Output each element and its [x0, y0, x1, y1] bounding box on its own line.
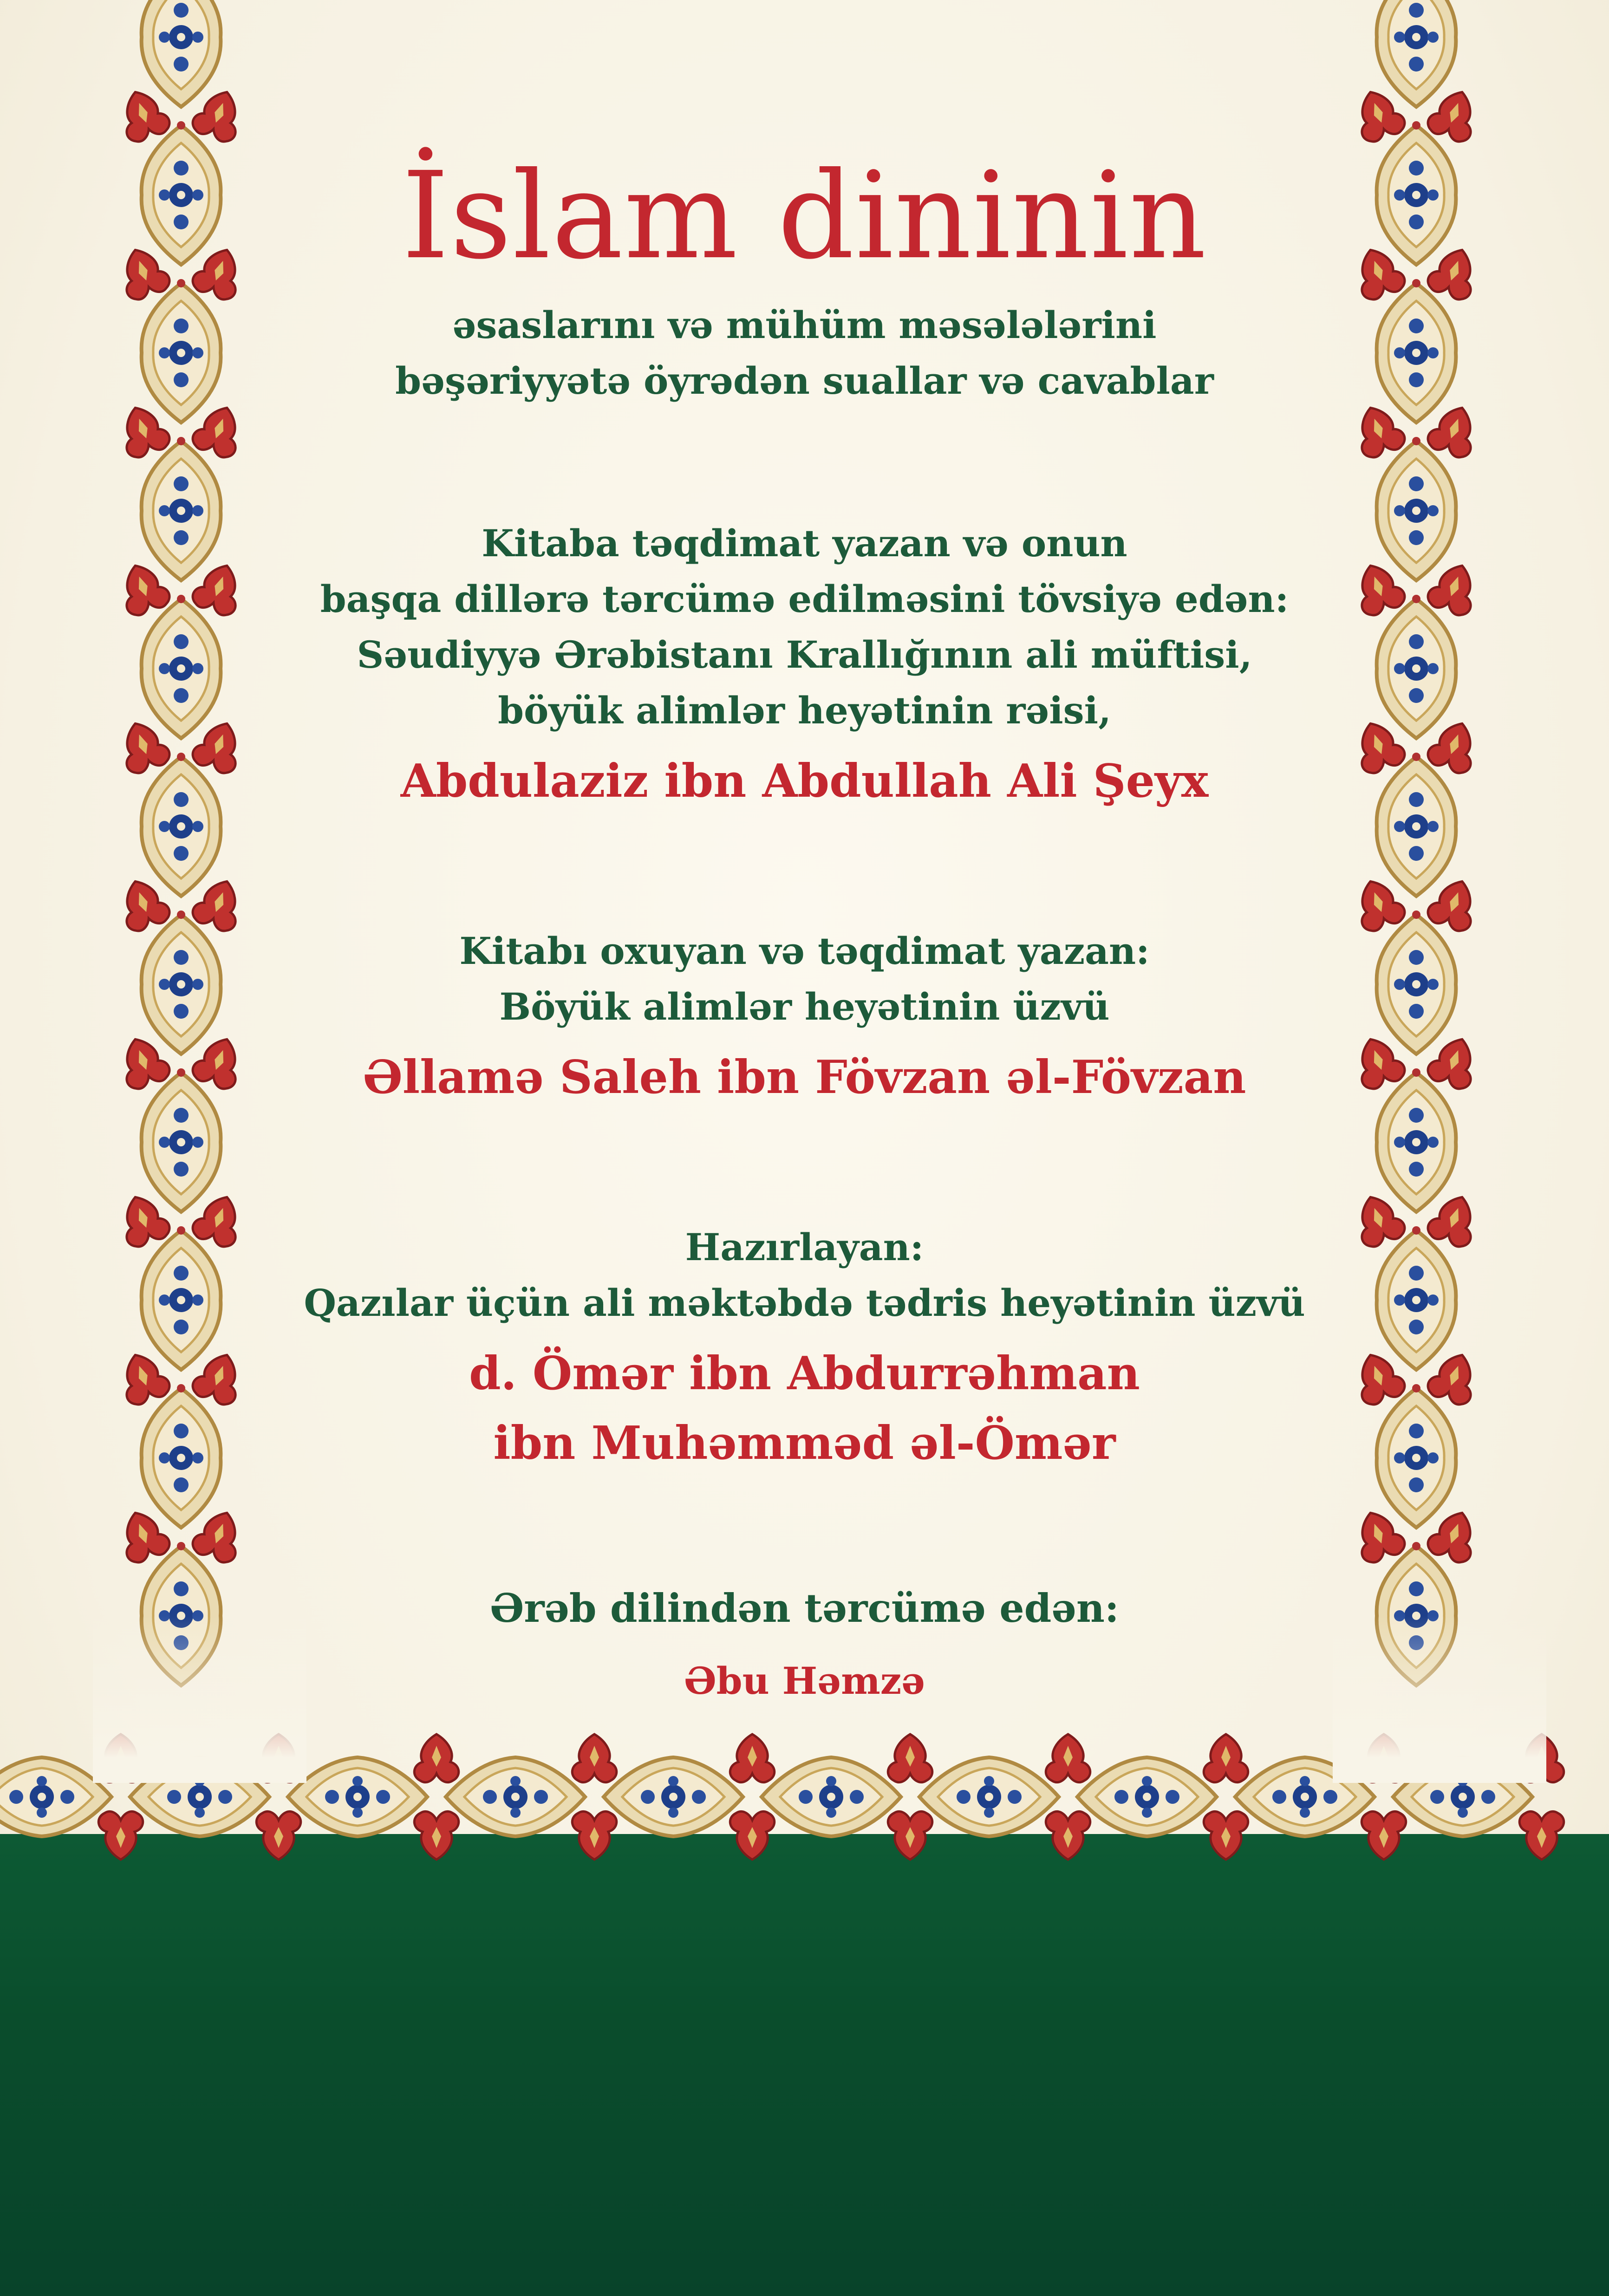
red-flower-ornament-icon — [888, 1811, 932, 1860]
red-flower-ornament-icon — [730, 1811, 774, 1860]
blue-medallion-ornament-icon — [1377, 437, 1456, 580]
author-name: Abdulaziz ibn Abdullah Ali Şeyx — [400, 754, 1209, 808]
credit-line: Hazırlayan: — [685, 1225, 924, 1269]
red-flower-ornament-icon — [1046, 1734, 1090, 1782]
red-flower-ornament-icon — [414, 1734, 458, 1782]
section-foreword-mufti — [279, 515, 1330, 816]
subtitle-line-2: bəşəriyyətə öyrədən suallar və cavablar — [395, 359, 1214, 403]
blue-medallion-ornament-icon — [919, 1757, 1059, 1836]
blue-medallion-ornament-icon — [142, 121, 221, 265]
credit-line: böyük alimlər heyətinin rəisi, — [498, 689, 1111, 732]
section-translator — [279, 1581, 1330, 1709]
blue-medallion-ornament-icon — [604, 1757, 743, 1836]
blue-medallion-ornament-icon — [142, 595, 221, 738]
blue-medallion-ornament-icon — [288, 1757, 427, 1836]
blue-medallion-ornament-icon — [142, 1384, 221, 1528]
section-compiler — [279, 1219, 1330, 1478]
blue-medallion-ornament-icon — [446, 1757, 585, 1836]
blue-medallion-ornament-icon — [1377, 595, 1456, 738]
blue-medallion-ornament-icon — [1377, 1068, 1456, 1212]
blue-medallion-ornament-icon — [1377, 279, 1456, 423]
blue-medallion-ornament-icon — [762, 1757, 901, 1836]
left-border-fade — [93, 1616, 306, 1783]
blue-medallion-ornament-icon — [142, 0, 221, 107]
blue-medallion-ornament-icon — [142, 1226, 221, 1370]
red-flower-ornament-icon — [1204, 1734, 1248, 1782]
red-flower-ornament-icon — [1519, 1811, 1563, 1860]
blue-medallion-ornament-icon — [1377, 0, 1456, 107]
red-flower-ornament-icon — [1046, 1811, 1090, 1860]
blue-medallion-ornament-icon — [1377, 911, 1456, 1054]
credit-line: Səudiyyə Ərəbistanı Krallığının ali müftisi, — [357, 633, 1252, 676]
blue-medallion-ornament-icon — [142, 437, 221, 580]
subtitle-line-1: əsaslarını və mühüm məsələlərini — [452, 303, 1157, 347]
blue-medallion-ornament-icon — [142, 1068, 221, 1212]
credit-line: başqa dillərə tərcümə edilməsini tövsiyə edən: — [320, 577, 1289, 621]
credit-line: Qazılar üçün ali məktəbdə tədris heyətinin üzvü — [304, 1281, 1305, 1325]
credit-line: Kitaba təqdimat yazan və onun — [482, 521, 1127, 565]
section-reviewer — [279, 923, 1330, 1112]
red-flower-ornament-icon — [256, 1811, 300, 1860]
red-flower-ornament-icon — [888, 1734, 932, 1782]
author-name: Əllamə Saleh ibn Fövzan əl-Fövzan — [363, 1051, 1246, 1104]
red-flower-ornament-icon — [1204, 1811, 1248, 1860]
red-flower-ornament-icon — [572, 1734, 616, 1782]
author-name: ibn Muhəmməd əl-Ömər — [493, 1417, 1116, 1470]
blue-medallion-ornament-icon — [1377, 1226, 1456, 1370]
red-flower-ornament-icon — [414, 1811, 458, 1860]
blue-medallion-ornament-icon — [142, 753, 221, 896]
credit-line: Ərəb dilindən tərcümə edən: — [490, 1585, 1119, 1631]
right-border-fade — [1333, 1616, 1546, 1783]
title-page-text — [279, 139, 1330, 1709]
blue-medallion-ornament-icon — [1377, 753, 1456, 896]
red-flower-ornament-icon — [98, 1811, 143, 1860]
blue-medallion-ornament-icon — [1377, 1384, 1456, 1528]
red-flower-ornament-icon — [730, 1734, 774, 1782]
blue-medallion-ornament-icon — [142, 911, 221, 1054]
credit-line: Böyük alimlər heyətinin üzvü — [499, 985, 1110, 1028]
author-name: d. Ömər ibn Abdurrəhman — [469, 1347, 1140, 1400]
book-title: İslam dininin — [402, 146, 1207, 286]
red-flower-ornament-icon — [1361, 1811, 1406, 1860]
blue-medallion-ornament-icon — [1377, 121, 1456, 265]
translator-name: Əbu Həmzə — [684, 1659, 925, 1703]
blue-medallion-ornament-icon — [1077, 1757, 1217, 1836]
red-flower-ornament-icon — [572, 1811, 616, 1860]
credit-line: Kitabı oxuyan və təqdimat yazan: — [459, 929, 1150, 973]
blue-medallion-ornament-icon — [142, 279, 221, 423]
